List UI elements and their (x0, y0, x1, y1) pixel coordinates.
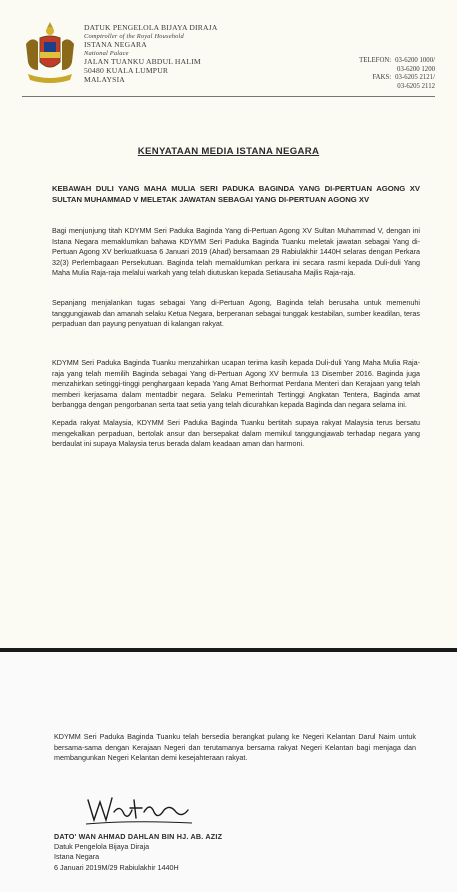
letter-page-2 (0, 652, 457, 892)
paragraph: KDYMM Seri Paduka Baginda Tuanku telah bersedia berangkat pulang ke Negeri Kelantan Darul Naim untuk bersama-sama dengan Kerajaan Negeri dan terutamanya bersama rakyat Negeri Kelantan bagi menjaga dan membangunkan Negeri Kelantan demi kesejahteraan rakyat. (54, 732, 416, 763)
letterhead-contacts (295, 57, 435, 91)
paragraph: Kepada rakyat Malaysia, KDYMM Seri Paduka Baginda Tuanku bertitah supaya rakyat Malaysia terus bersatu mengekalkan perpaduan, bertolak ansur dan bersepakat dalam memikul tanggungjawab terhadap negara yang berdaulat ini supaya Malaysia terus berada dalam keadaan aman dan harmoni. (52, 418, 420, 449)
palace-name-en: National Palace (84, 49, 129, 57)
document-subtitle: KEBAWAH DULI YANG MAHA MULIA SERI PADUKA BAGINDA YANG DI-PERTUAN AGONG XV SULTAN MUHAMMAD V MELETAK JAWATAN SEBAGAI YANG DI-PERTUAN AGONG XV (52, 184, 420, 204)
street: JALAN TUANKU ABDUL HALIM (84, 57, 201, 67)
letterhead-address (84, 24, 284, 84)
contact-row: 03-6200 1200 (397, 65, 435, 73)
palace-name: ISTANA NEGARA (84, 40, 147, 50)
paragraph: Sepanjang menjalankan tugas sebagai Yang di-Pertuan Agong, Baginda telah berusaha untuk memenuhi tanggungjawab dan amanah selaku Ketua Negara, berperanan sebagai tunggak kestabilan, sumber keadilan, teras perpaduan dan payung penyatuan di kalangan rakyat. (52, 298, 420, 329)
signature-block (54, 832, 222, 873)
signer-position: Datuk Pengelola Bijaya Diraja (54, 842, 150, 852)
contact-row: FAKS: 03-6205 2121/ (372, 74, 435, 82)
contact-row: TELEFON: 03-6200 1000/ (359, 57, 435, 64)
header-divider (22, 96, 435, 97)
country: MALAYSIA (84, 74, 125, 84)
contact-row: 03-6205 2112 (397, 82, 435, 90)
signer-office: Istana Negara (54, 852, 100, 862)
signature-icon (84, 790, 194, 830)
royal-crest-icon (22, 20, 78, 88)
paragraph: KDYMM Seri Paduka Baginda Tuanku menzahirkan ucapan terima kasih kepada Duli-duli Yang Maha Mulia Raja-raja yang telah memilih Baginda sebagai Yang di-Pertuan Agong XV bermula 13 Disember 2016. Baginda juga menzahirkan setinggi-tinggi penghargaan kepada Yang Amat Berhormat Perdana Menteri dan Kerajaan yang telah memberi kerjasama dalam mentadbir negara. Selaku Pemerintah Tertinggi Angkatan Tentera, Baginda amat berbangga dengan pengorbanan serta taat setia yang telah dicurahkan kepada Baginda dan negara selama ini. (52, 358, 420, 410)
document-title: KENYATAAN MEDIA ISTANA NEGARA (137, 146, 320, 157)
signer-name: DATO' WAN AHMAD DAHLAN BIN HJ. AB. AZIZ (54, 832, 223, 841)
org-name-en: Comptroller of the Royal Household (84, 32, 184, 40)
city: 50480 KUALA LUMPUR (84, 65, 169, 75)
paragraph: Bagi menjunjung titah KDYMM Seri Paduka Baginda Yang di-Pertuan Agong XV Sultan Muhammad V, dengan ini Istana Negara memaklumkan bahawa KDYMM Seri Paduka Baginda Tuanku meletak jawatan sebagai Yang di-Pertuan Agong XV berkuatkuasa 6 Januari 2019 (Ahad) bersamaan 29 Rabiulakhir 1440H selaras dengan Perkara 32(3) Perlembagaan Persekutuan. Baginda telah memaklumkan perkara ini secara rasmi kepada Duli-duli Yang Maha Mulia Raja-raja melalui warkah yang telah diutuskan kepada Setiausaha Majlis Raja-raja. (52, 226, 420, 278)
org-name: DATUK PENGELOLA BIJAYA DIRAJA (84, 23, 218, 32)
signed-date: 6 Januari 2019M/29 Rabiulakhir 1440H (54, 862, 179, 872)
